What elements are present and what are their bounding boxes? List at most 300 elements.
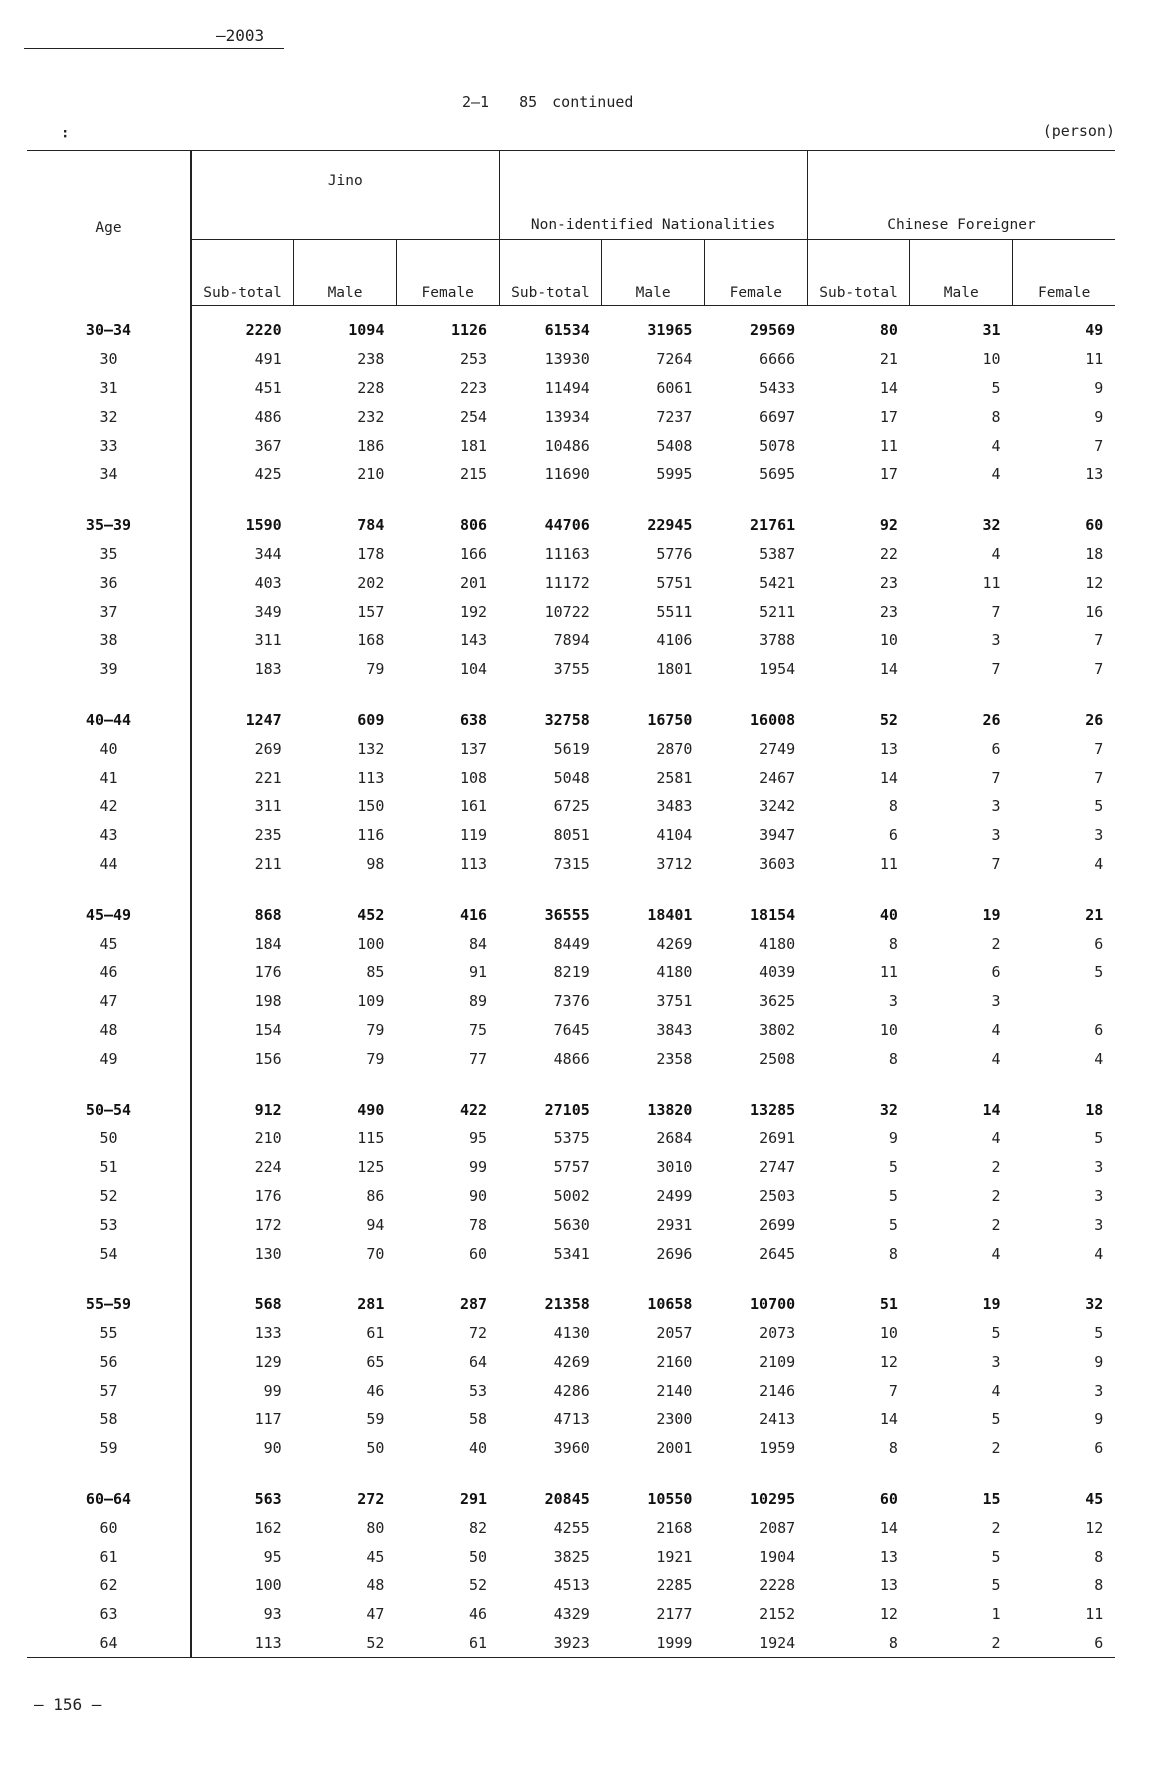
value-cell: 13: [879, 1547, 898, 1566]
value-cell: 178: [357, 544, 385, 563]
table-body: [27, 306, 1115, 1658]
spacer-row: [27, 684, 1115, 706]
value-cell: 5: [1094, 963, 1104, 982]
value-cell: 10722: [544, 602, 590, 621]
value-cell: 100: [254, 1576, 282, 1595]
value-cell: 3: [1094, 1186, 1104, 1205]
table-row: [27, 763, 1115, 792]
value-cell: 23: [879, 573, 898, 592]
value-cell: 5078: [759, 436, 796, 455]
value-cell: 311: [254, 797, 282, 816]
value-cell: 3603: [759, 854, 796, 873]
value-cell: 61534: [544, 321, 590, 340]
value-cell: 8: [991, 407, 1001, 426]
age-cell: 34: [27, 460, 191, 489]
value-cell: 32: [879, 1100, 898, 1119]
value-cell: 2228: [759, 1576, 796, 1595]
age-cell: 44: [27, 850, 191, 879]
spacer-row: [27, 1463, 1115, 1485]
value-cell: 8: [888, 934, 898, 953]
value-cell: 425: [254, 465, 282, 484]
value-cell: 8: [1094, 1576, 1104, 1595]
value-cell: 176: [254, 1186, 282, 1205]
value-cell: 344: [254, 544, 282, 563]
value-cell: 109: [357, 992, 385, 1011]
spacer-row: [27, 878, 1115, 900]
value-cell: 2285: [656, 1576, 693, 1595]
value-cell: 2001: [656, 1439, 693, 1458]
value-cell: 2747: [759, 1158, 796, 1177]
value-cell: 3: [991, 992, 1001, 1011]
value-cell: 91: [469, 963, 488, 982]
value-cell: 3: [1094, 1215, 1104, 1234]
value-cell: 223: [460, 378, 488, 397]
unit-label: (person): [1042, 122, 1115, 140]
value-cell: 7: [1094, 768, 1104, 787]
value-cell: 2146: [759, 1381, 796, 1400]
value-cell: 1921: [656, 1547, 693, 1566]
value-cell: 2931: [656, 1215, 693, 1234]
table-row: [27, 792, 1115, 821]
value-cell: 99: [469, 1158, 488, 1177]
value-cell: 2691: [759, 1129, 796, 1148]
table-row: [27, 374, 1115, 403]
value-cell: 172: [254, 1215, 282, 1234]
value-cell: 253: [460, 350, 488, 369]
value-cell: 4: [991, 544, 1001, 563]
value-cell: 85: [366, 963, 385, 982]
age-cell: 43: [27, 821, 191, 850]
value-cell: 90: [263, 1439, 282, 1458]
value-cell: 4: [991, 1049, 1001, 1068]
value-cell: 176: [254, 963, 282, 982]
value-cell: 90: [469, 1186, 488, 1205]
value-cell: 72: [469, 1324, 488, 1343]
year-underline: [24, 48, 284, 49]
value-cell: 49: [1085, 321, 1104, 340]
value-cell: 638: [460, 710, 488, 729]
age-cell: 51: [27, 1153, 191, 1182]
age-cell: 35: [27, 540, 191, 569]
value-cell: 116: [357, 826, 385, 845]
age-cell: 64: [27, 1629, 191, 1658]
value-cell: 486: [254, 407, 282, 426]
value-cell: 2109: [759, 1352, 796, 1371]
value-cell: 6725: [553, 797, 590, 816]
value-cell: 14: [879, 1410, 898, 1429]
table-row: [27, 431, 1115, 460]
value-cell: 46: [469, 1605, 488, 1624]
value-cell: 31: [982, 321, 1001, 340]
value-cell: 2168: [656, 1518, 693, 1537]
age-cell: 30: [27, 345, 191, 374]
value-cell: 349: [254, 602, 282, 621]
value-cell: 5421: [759, 573, 796, 592]
value-cell: 162: [254, 1518, 282, 1537]
value-cell: 3788: [759, 631, 796, 650]
value-cell: 19: [982, 1295, 1001, 1314]
value-cell: 12: [1085, 1518, 1104, 1537]
table-row: [27, 929, 1115, 958]
value-cell: 3: [1094, 1158, 1104, 1177]
value-cell: 60: [469, 1244, 488, 1263]
value-cell: 13: [1085, 465, 1104, 484]
group-total-row: [27, 1485, 1115, 1514]
value-cell: 6: [991, 739, 1001, 758]
value-cell: 40: [469, 1439, 488, 1458]
value-cell: 3843: [656, 1020, 693, 1039]
age-cell: 40: [27, 734, 191, 763]
group-total-row: [27, 316, 1115, 345]
value-cell: 6: [1013, 1629, 1116, 1658]
value-cell: 113: [460, 854, 488, 873]
value-cell: 14: [879, 1518, 898, 1537]
value-cell: 14: [879, 768, 898, 787]
value-cell: 64: [469, 1352, 488, 1371]
value-cell: 104: [460, 660, 488, 679]
value-cell: 3: [991, 797, 1001, 816]
value-cell: 6697: [759, 407, 796, 426]
age-cell: 36: [27, 568, 191, 597]
value-cell: 228: [357, 378, 385, 397]
value-cell: 89: [469, 992, 488, 1011]
value-cell: 5: [888, 1158, 898, 1177]
value-cell: 3: [1094, 826, 1104, 845]
age-cell: 41: [27, 763, 191, 792]
value-cell: 5: [888, 1215, 898, 1234]
value-cell: 181: [460, 436, 488, 455]
value-cell: 5630: [553, 1215, 590, 1234]
value-cell: 60: [1085, 516, 1104, 535]
value-cell: 1: [991, 1605, 1001, 1624]
table-row: [27, 1239, 1115, 1268]
value-cell: 2: [991, 934, 1001, 953]
value-cell: 491: [254, 350, 282, 369]
value-cell: 32758: [544, 710, 590, 729]
value-cell: 5511: [656, 602, 693, 621]
value-cell: 7: [991, 768, 1001, 787]
value-cell: 58: [469, 1410, 488, 1429]
value-cell: 2645: [759, 1244, 796, 1263]
value-cell: 8: [888, 1439, 898, 1458]
value-cell: 11163: [544, 544, 590, 563]
value-cell: 4130: [553, 1324, 590, 1343]
table-caption: 2—1 85 continued: [462, 93, 634, 111]
subheader: Sub-total: [499, 240, 602, 306]
value-cell: 311: [254, 631, 282, 650]
value-cell: 4: [991, 436, 1001, 455]
value-cell: 6666: [759, 350, 796, 369]
value-cell: 5048: [553, 768, 590, 787]
value-cell: 2699: [759, 1215, 796, 1234]
table-row: [27, 1044, 1115, 1073]
value-cell: 61: [366, 1324, 385, 1343]
value-cell: 10486: [544, 436, 590, 455]
value-cell: 3242: [759, 797, 796, 816]
table-row: [27, 1016, 1115, 1045]
value-cell: 4180: [759, 934, 796, 953]
value-cell: 10: [879, 631, 898, 650]
value-cell: 14: [879, 378, 898, 397]
value-cell: 12: [1085, 573, 1104, 592]
value-cell: 1959: [759, 1439, 796, 1458]
value-cell: 125: [357, 1158, 385, 1177]
value-cell: 10295: [750, 1490, 796, 1509]
age-cell: 62: [27, 1571, 191, 1600]
value-cell: 4: [991, 1129, 1001, 1148]
value-cell: 13934: [544, 407, 590, 426]
value-cell: 7264: [656, 350, 693, 369]
value-cell: 452: [357, 905, 385, 924]
value-cell: 238: [357, 350, 385, 369]
value-cell: 4269: [553, 1352, 590, 1371]
value-cell: 186: [357, 436, 385, 455]
value-cell: 403: [254, 573, 282, 592]
value-cell: 4866: [553, 1049, 590, 1068]
value-cell: 29569: [750, 321, 796, 340]
value-cell: 5002: [553, 1186, 590, 1205]
table-row: [27, 626, 1115, 655]
value-cell: 5: [1094, 1324, 1104, 1343]
value-cell: 2413: [759, 1410, 796, 1429]
value-cell: 2140: [656, 1381, 693, 1400]
value-cell: 8: [1094, 1547, 1104, 1566]
table-row: [27, 1629, 1115, 1658]
value-cell: 26: [1085, 710, 1104, 729]
table-row: [27, 734, 1115, 763]
value-cell: 14: [982, 1100, 1001, 1119]
value-cell: 50: [469, 1547, 488, 1566]
value-cell: 4104: [656, 826, 693, 845]
value-cell: 451: [254, 378, 282, 397]
spacer-row: [27, 1268, 1115, 1290]
value-cell: 210: [357, 465, 385, 484]
value-cell: 5375: [553, 1129, 590, 1148]
age-cell: 52: [27, 1182, 191, 1211]
subheader: Male: [602, 240, 705, 306]
value-cell: 422: [460, 1100, 488, 1119]
value-cell: 2: [991, 1215, 1001, 1234]
value-cell: 8: [888, 1244, 898, 1263]
value-cell: 10: [879, 1020, 898, 1039]
value-cell: 4: [991, 1020, 1001, 1039]
value-cell: 3825: [553, 1547, 590, 1566]
value-cell: 269: [254, 739, 282, 758]
table-row: [27, 1153, 1115, 1182]
value-cell: 5: [1094, 797, 1104, 816]
value-cell: 5757: [553, 1158, 590, 1177]
value-cell: 137: [460, 739, 488, 758]
subheader: Male: [294, 240, 397, 306]
value-cell: 5387: [759, 544, 796, 563]
value-cell: 60: [879, 1490, 898, 1509]
value-cell: 416: [460, 905, 488, 924]
value-cell: 15: [982, 1490, 1001, 1509]
value-cell: 99: [263, 1381, 282, 1400]
value-cell: 26: [982, 710, 1001, 729]
value-cell: 100: [357, 934, 385, 953]
age-cell: 57: [27, 1376, 191, 1405]
value-cell: 5: [888, 1186, 898, 1205]
value-cell: 143: [460, 631, 488, 650]
value-cell: 52: [294, 1629, 397, 1658]
value-cell: 10: [982, 350, 1001, 369]
value-cell: 9: [888, 1129, 898, 1148]
value-cell: 21358: [544, 1295, 590, 1314]
value-cell: 11: [1085, 350, 1104, 369]
value-cell: 5408: [656, 436, 693, 455]
value-cell: 11494: [544, 378, 590, 397]
value-cell: 16750: [647, 710, 693, 729]
table-row: [27, 1542, 1115, 1571]
value-cell: 2: [991, 1439, 1001, 1458]
table-row: [27, 1571, 1115, 1600]
value-cell: 23: [879, 602, 898, 621]
value-cell: 129: [254, 1352, 282, 1371]
age-cell: 60—64: [27, 1485, 191, 1514]
group-total-row: [27, 706, 1115, 735]
group-total-row: [27, 900, 1115, 929]
subheader: Female: [396, 240, 499, 306]
value-cell: 92: [879, 516, 898, 535]
table-row: [27, 821, 1115, 850]
value-cell: 224: [254, 1158, 282, 1177]
value-cell: 2: [991, 1518, 1001, 1537]
value-cell: 4713: [553, 1410, 590, 1429]
value-cell: 7: [991, 854, 1001, 873]
value-cell: 8219: [553, 963, 590, 982]
value-cell: 5211: [759, 602, 796, 621]
value-cell: 132: [357, 739, 385, 758]
age-cell: 37: [27, 597, 191, 626]
age-cell: 46: [27, 958, 191, 987]
value-cell: 2300: [656, 1410, 693, 1429]
value-cell: 490: [357, 1100, 385, 1119]
value-cell: 150: [357, 797, 385, 816]
value-cell: 183: [254, 660, 282, 679]
value-cell: 9: [1094, 407, 1104, 426]
group-total-row: [27, 1290, 1115, 1319]
value-cell: 3802: [759, 1020, 796, 1039]
value-cell: 95: [469, 1129, 488, 1148]
value-cell: 10658: [647, 1295, 693, 1314]
value-cell: 61: [396, 1629, 499, 1658]
value-cell: 2749: [759, 739, 796, 758]
value-cell: 95: [263, 1547, 282, 1566]
value-cell: 168: [357, 631, 385, 650]
population-table: [27, 150, 1115, 1658]
value-cell: 53: [469, 1381, 488, 1400]
value-cell: 3: [1094, 1381, 1104, 1400]
table-row: [27, 850, 1115, 879]
age-header: Age: [27, 151, 191, 306]
value-cell: 281: [357, 1295, 385, 1314]
value-cell: 291: [460, 1490, 488, 1509]
group-header-chinese-foreigner: Chinese Foreigner: [807, 151, 1115, 240]
value-cell: 17: [879, 407, 898, 426]
value-cell: 210: [254, 1129, 282, 1148]
value-cell: 5: [991, 378, 1001, 397]
value-cell: 94: [366, 1215, 385, 1234]
value-cell: 3: [991, 826, 1001, 845]
value-cell: 4: [991, 1381, 1001, 1400]
value-cell: 22945: [647, 516, 693, 535]
value-cell: 2177: [656, 1605, 693, 1624]
value-cell: 45: [366, 1547, 385, 1566]
age-cell: 55—59: [27, 1290, 191, 1319]
age-cell: 53: [27, 1210, 191, 1239]
table-row: [27, 1182, 1115, 1211]
value-cell: 2499: [656, 1186, 693, 1205]
value-cell: 9: [1094, 378, 1104, 397]
value-cell: 4513: [553, 1576, 590, 1595]
value-cell: 7: [1094, 631, 1104, 650]
value-cell: 32: [982, 516, 1001, 535]
value-cell: 868: [254, 905, 282, 924]
value-cell: 3755: [553, 660, 590, 679]
subheader: Male: [910, 240, 1013, 306]
value-cell: 1904: [759, 1547, 796, 1566]
value-cell: 44706: [544, 516, 590, 535]
value-cell: 254: [460, 407, 488, 426]
table-row: [27, 1210, 1115, 1239]
value-cell: 6: [1094, 1439, 1104, 1458]
value-cell: 2087: [759, 1518, 796, 1537]
value-cell: 10: [879, 1324, 898, 1343]
value-cell: 166: [460, 544, 488, 563]
age-cell: 49: [27, 1044, 191, 1073]
value-cell: 2152: [759, 1605, 796, 1624]
table-row: [27, 540, 1115, 569]
value-cell: 1094: [348, 321, 385, 340]
value-cell: 912: [254, 1100, 282, 1119]
value-cell: 2870: [656, 739, 693, 758]
value-cell: 202: [357, 573, 385, 592]
value-cell: 4: [1094, 1049, 1104, 1068]
age-cell: 38: [27, 626, 191, 655]
year-label: —2003: [216, 26, 265, 45]
value-cell: 52: [879, 710, 898, 729]
value-cell: 19: [982, 905, 1001, 924]
age-cell: 63: [27, 1600, 191, 1629]
table-row: [27, 460, 1115, 489]
value-cell: 70: [366, 1244, 385, 1263]
value-cell: 82: [469, 1518, 488, 1537]
value-cell: 3960: [553, 1439, 590, 1458]
value-cell: 157: [357, 602, 385, 621]
value-cell: 6: [1094, 934, 1104, 953]
group-header-jino: Jino: [191, 151, 499, 240]
value-cell: 50: [366, 1439, 385, 1458]
table-row: [27, 1376, 1115, 1405]
value-cell: 5619: [553, 739, 590, 758]
value-cell: 8: [807, 1629, 910, 1658]
table-row: [27, 568, 1115, 597]
group-total-row: [27, 511, 1115, 540]
value-cell: 12: [879, 1352, 898, 1371]
table-row: [27, 1124, 1115, 1153]
value-cell: 8: [888, 797, 898, 816]
subheader: Sub-total: [807, 240, 910, 306]
value-cell: 52: [469, 1576, 488, 1595]
value-cell: 80: [366, 1518, 385, 1537]
value-cell: 272: [357, 1490, 385, 1509]
value-cell: 7645: [553, 1020, 590, 1039]
value-cell: 8: [888, 1049, 898, 1068]
value-cell: 10550: [647, 1490, 693, 1509]
age-cell: 30—34: [27, 316, 191, 345]
value-cell: 6: [1094, 1020, 1104, 1039]
